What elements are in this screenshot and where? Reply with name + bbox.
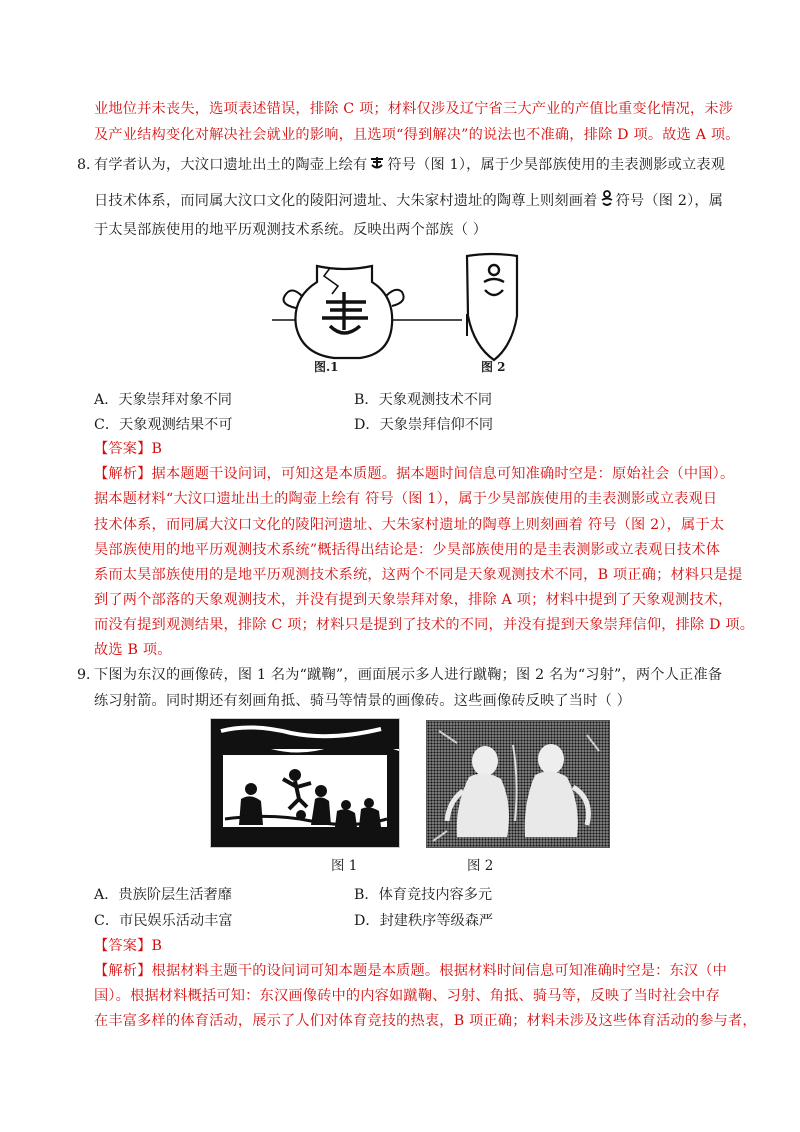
question-text: 于太昊部族使用的地平历观测技术系统。反映出两个部族（ ） <box>94 222 488 238</box>
cuju-brick-image <box>210 718 400 848</box>
analysis-line: 而没有提到观测结果，排除 C 项；材料只是提到了技术的不同，并没有提到天象崇拜信仰，排除 D 项。 <box>94 617 755 633</box>
pottery-vessel-figure <box>467 254 517 360</box>
option-b: B．天象观测技术不同 <box>354 392 493 408</box>
question-text-part: 有学者认为，大汶口遗址出土的陶壶上绘有 <box>94 157 368 173</box>
analysis-line: 及产业结构变化对解决社会就业的影响，且选项“得到解决”的说法也不准确，排除 D 项。故选 A 项。 <box>94 127 740 143</box>
analysis-line: 国）。根据材料概括可知：东汉画像砖中的内容如蹴鞠、习射、角抵、骑马等，反映了当时社会中存 <box>94 988 720 1004</box>
analysis-line: 昊部族使用的地平历观测技术系统”概括得出结论是：少昊部族使用的是圭表测影或立表观日技术体 <box>94 542 721 558</box>
question-text-part: 日技术体系，而同属大汶口文化的陵阳河遗址、大朱家村遗址的陶尊上则刻画着 <box>94 193 598 209</box>
answer-label: 【答案】B <box>94 441 163 457</box>
answer-label: 【答案】B <box>94 938 163 954</box>
question-text: 练习射箭。同时期还有刻画角抵、骑马等情景的画像砖。这些画像砖反映了当时（ ） <box>94 693 632 709</box>
analysis-line: 故选 B 项。 <box>94 642 172 658</box>
option-b: B．体育竞技内容多元 <box>354 887 493 903</box>
analysis-line: 【解析】根据材料主题干的设问词可知本题是本质题。根据材料时间信息可知准确时空是：东汉（中 <box>94 963 728 979</box>
analysis-line: 系而太昊部族使用的是地平历观测技术系统，这两个不同是天象观测技术不同，B 项正确；材料只是提 <box>94 567 743 583</box>
pottery-figures <box>272 246 532 371</box>
pottery-carved-symbol-icon <box>600 190 614 208</box>
analysis-line: 技术体系，而同属大汶口文化的陵阳河遗址、大朱家村遗址的陶尊上则刻画着 符号（图 2），属于太 <box>94 517 725 533</box>
pottery-sun-symbol-icon <box>369 156 385 172</box>
option-d: D．封建秩序等级森严 <box>354 913 494 929</box>
analysis-line: 到了两个部落的天象观测技术，并没有提到天象崇拜对象，排除 A 项；材料中提到了天象观测技术， <box>94 592 733 608</box>
option-c: C．天象观测结果不可 <box>94 417 233 433</box>
archery-brick-image <box>426 720 610 848</box>
figure-caption: 图 2 <box>481 360 506 374</box>
analysis-line: 在丰富多样的体育活动，展示了人们对体育竞技的热衷，B 项正确；材料未涉及这些体育活动的参与者， <box>94 1013 757 1029</box>
analysis-line: 据本题材料“大汶口遗址出土的陶壶上绘有 符号（图 1），属于少昊部族使用的圭表测影或立表观日 <box>94 491 718 507</box>
question-text <box>94 154 725 174</box>
figure-caption: 图 2 <box>467 858 494 874</box>
option-d: D．天象崇拜信仰不同 <box>354 417 494 433</box>
question-number: 8． <box>77 157 101 173</box>
option-a: A．天象崇拜对象不同 <box>94 392 232 408</box>
figure-caption: 图 1 <box>331 858 358 874</box>
question-text: 下图为东汉的画像砖，图 1 名为“蹴鞠”，画面展示多人进行蹴鞠；图 2 名为“习射”，两个人正准备 <box>94 667 723 683</box>
analysis-line: 业地位并未丧失，选项表述错误，排除 C 项；材料仅涉及辽宁省三大产业的产值比重变化情况，未涉 <box>94 101 734 117</box>
option-c: C．市民娱乐活动丰富 <box>94 913 233 929</box>
option-a: A．贵族阶层生活奢靡 <box>94 887 232 903</box>
figure-caption: 图.1 <box>314 360 339 374</box>
analysis-line: 【解析】据本题题干设问词，可知这是本质题。据本题时间信息可知准确时空是：原始社会（中国）。 <box>94 466 735 482</box>
question-text <box>94 190 723 210</box>
pottery-pot-figure <box>272 266 462 358</box>
question-number: 9． <box>77 667 101 683</box>
question-text-part: 符号（图 2），属 <box>615 193 724 209</box>
question-text-part: 符号（图 1），属于少昊部族使用的圭表测影或立表观 <box>387 157 726 173</box>
